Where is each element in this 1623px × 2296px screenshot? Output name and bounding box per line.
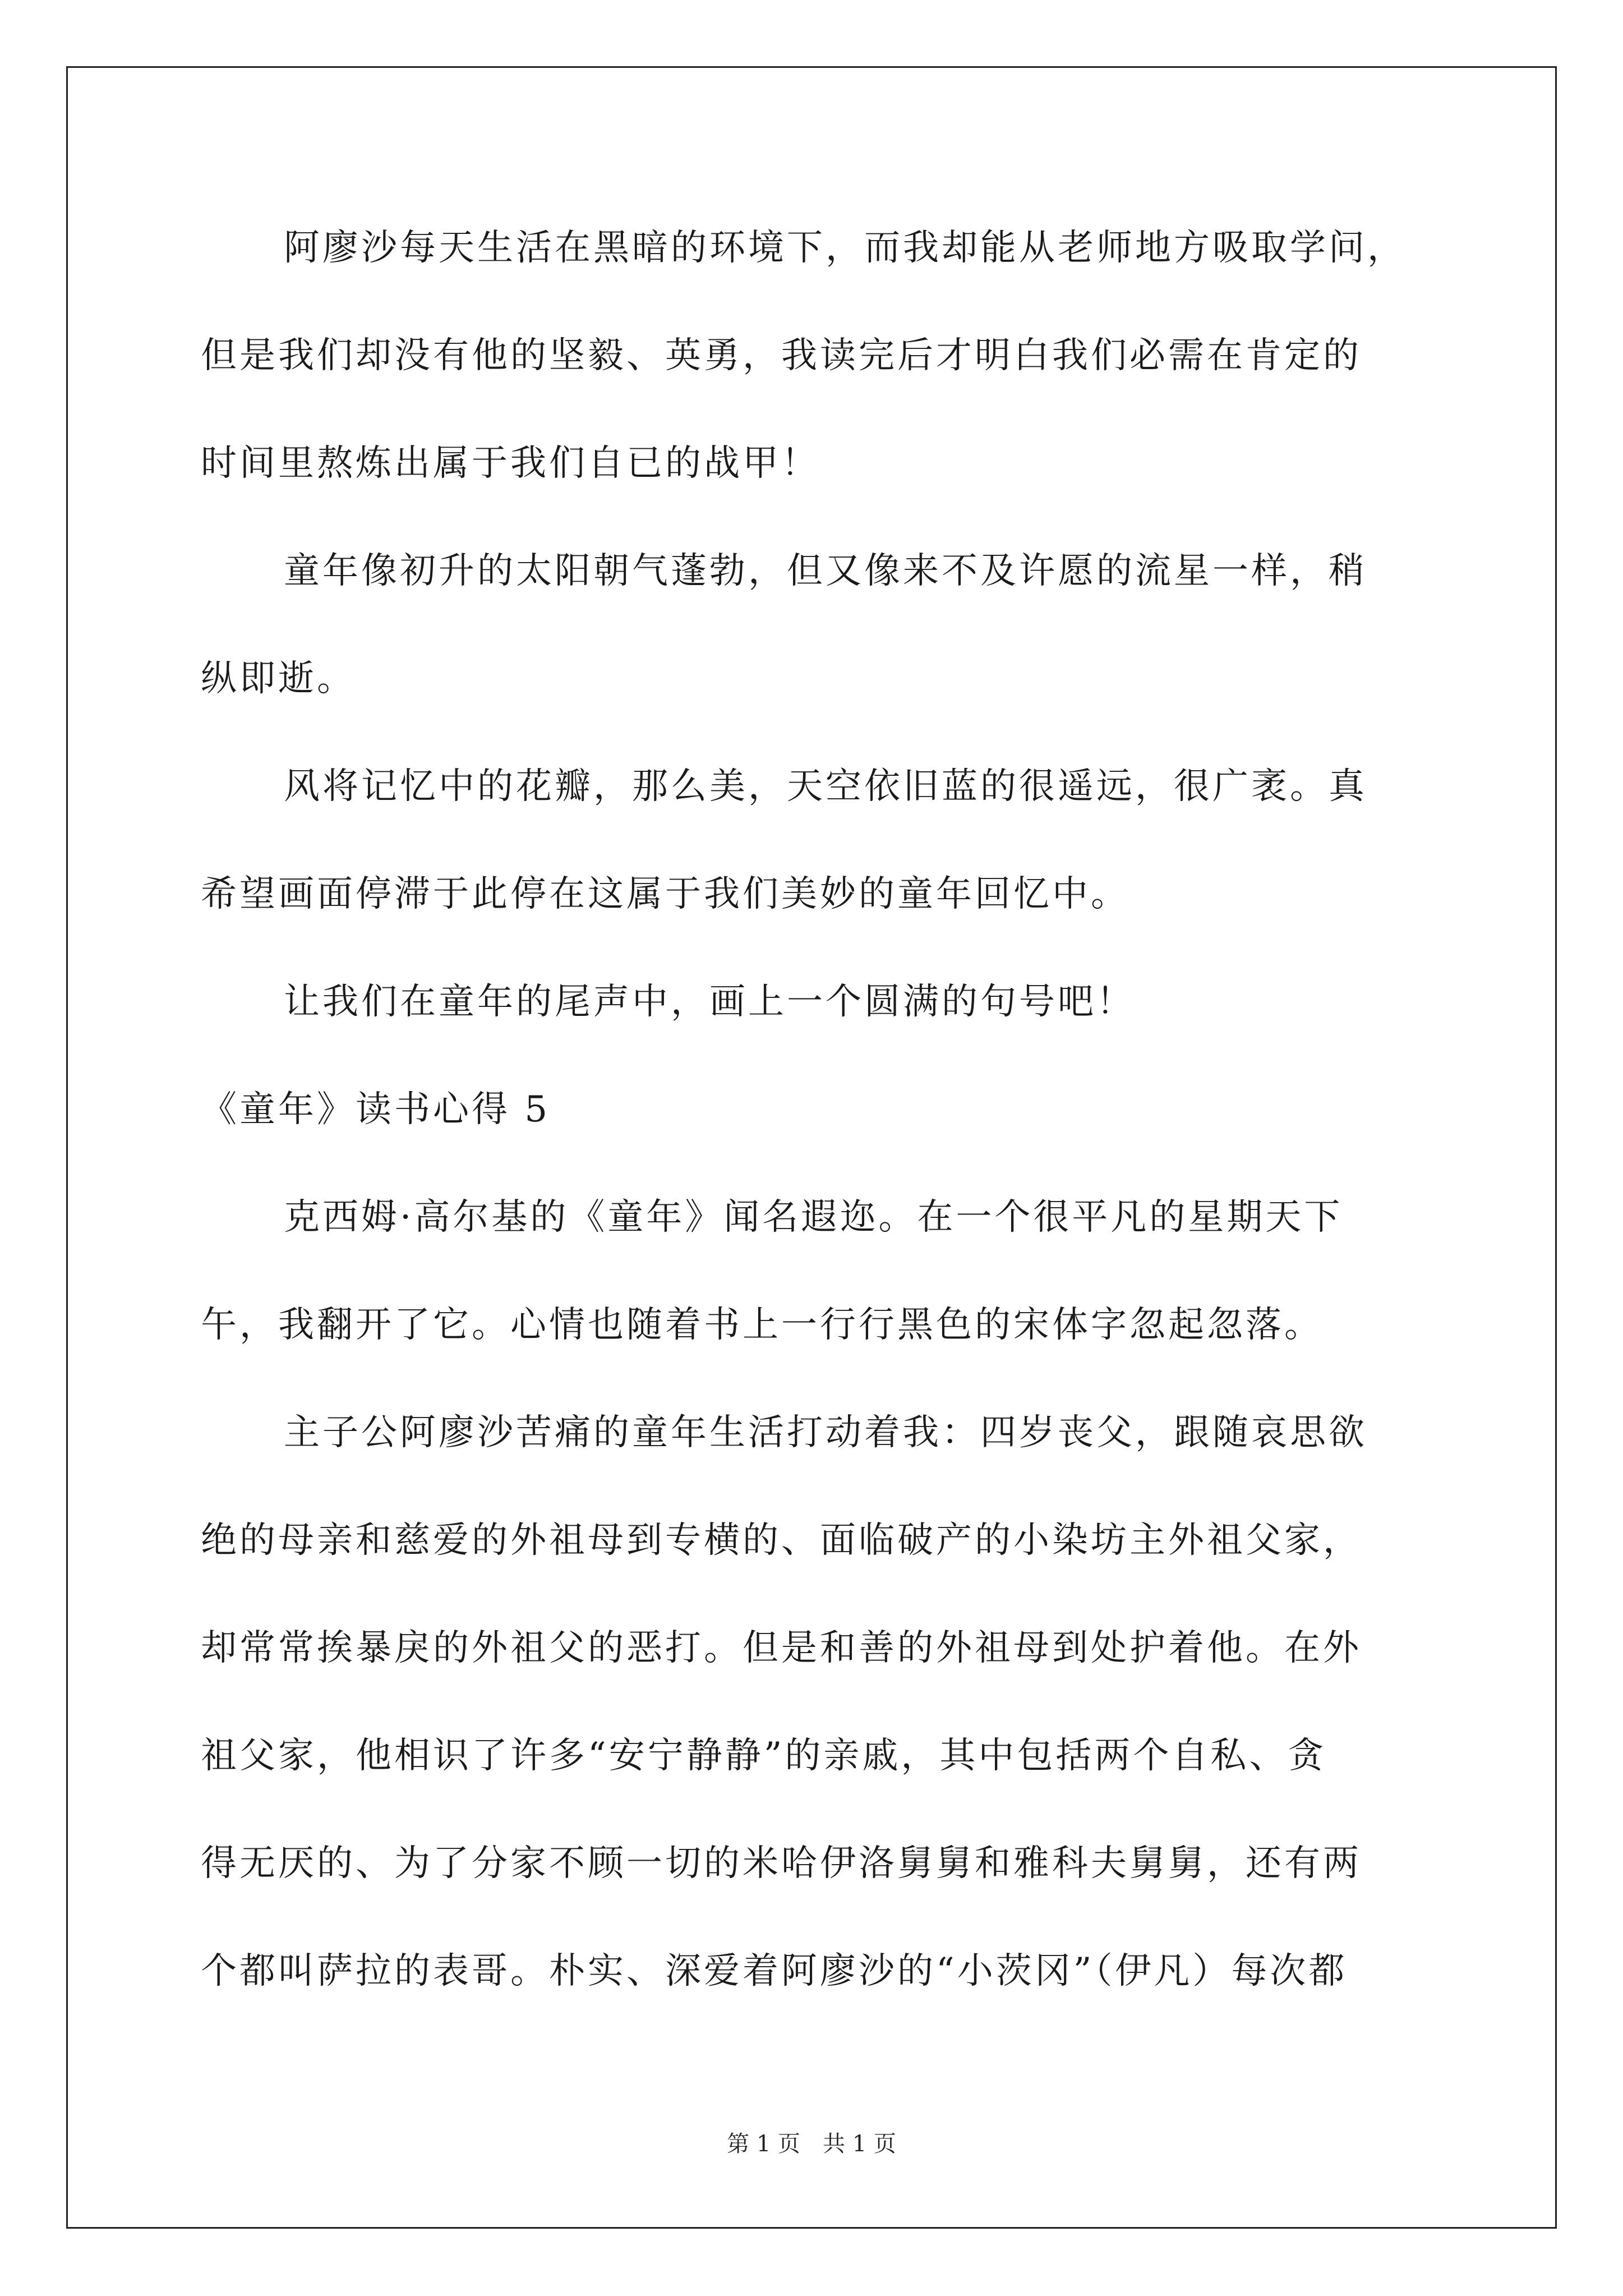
text-line: 得无厌的、为了分家不顾一切的米哈伊洛舅舅和雅科夫舅舅，还有两 [201, 1843, 1362, 1884]
text-line: 童年像初升的太阳朝气蓬勃，但又像来不及许愿的流星一样，稍 [284, 550, 1367, 592]
page-border [66, 66, 1557, 2229]
text-line: 个都叫萨拉的表哥。朴实、深爱着阿廖沙的“小茨冈”（伊凡）每次都 [201, 1950, 1348, 1992]
text-line: 午，我翻开了它。心情也随着书上一行行黑色的宋体字忽起忽落。 [201, 1304, 1323, 1346]
text-line: 纵即逝。 [201, 658, 356, 700]
text-line: 却常常挨暴戾的外祖父的恶打。但是和善的外祖母到处护着他。在外 [201, 1627, 1362, 1669]
text-line: 风将记忆中的花瓣，那么美，天空依旧蓝的很遥远，很广袤。真 [284, 766, 1367, 807]
page-footer: 第 1 页 共 1 页 [727, 2131, 896, 2157]
text-line: 祖父家，他相识了许多“安宁静静”的亲戚，其中包括两个自私、贪 [201, 1735, 1327, 1777]
section-heading: 《童年》读书心得 5 [201, 1089, 551, 1130]
text-line: 让我们在童年的尾声中，画上一个圆满的句号吧！ [284, 981, 1135, 1023]
text-line: 希望画面停滞于此停在这属于我们美妙的童年回忆中。 [201, 873, 1129, 915]
text-line: 但是我们却没有他的坚毅、英勇，我读完后才明白我们必需在肯定的 [201, 335, 1362, 376]
text-line: 绝的母亲和慈爱的外祖母到专横的、面临破产的小染坊主外祖父家， [201, 1520, 1362, 1561]
text-line: 阿廖沙每天生活在黑暗的环境下，而我却能从老师地方吸取学问， [284, 227, 1406, 269]
text-line: 主子公阿廖沙苦痛的童年生活打动着我：四岁丧父，跟随哀思欲 [284, 1412, 1367, 1453]
text-line: 克西姆·高尔基的《童年》闻名遐迩。在一个很平凡的星期天下 [284, 1197, 1343, 1238]
text-line: 时间里熬炼出属于我们自已的战甲！ [201, 443, 820, 484]
